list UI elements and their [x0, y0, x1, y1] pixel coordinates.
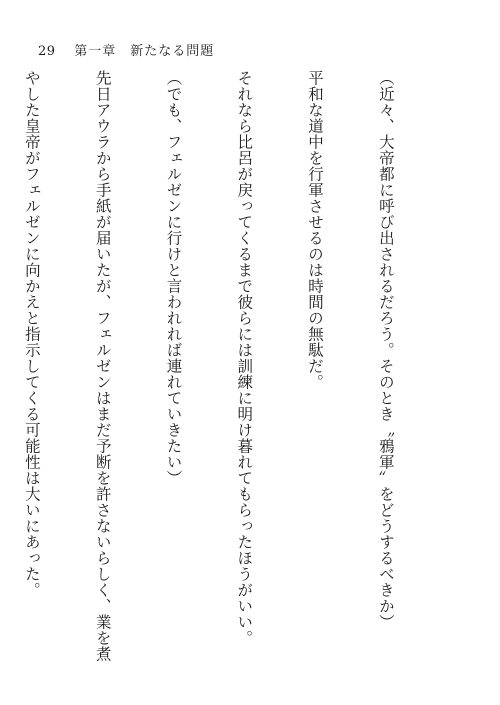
text-line: やした皇帝がフェルゼンに向かえと指示してくる可能性は大いにあった。	[22, 70, 41, 598]
running-header	[38, 40, 214, 59]
text-line: 先日アウラから手紙が届いたが、フェルゼンはまだ予断を許さないらしく、業を煮	[93, 70, 112, 662]
page-number: 29	[38, 44, 56, 59]
chapter-title: 第一章 新たなる問題	[74, 44, 215, 59]
vertical-body-text	[0, 70, 444, 670]
text-line: （近々、大帝都に呼び出されるだろう。そのとき〝鴉軍〟をどうするべきか）	[376, 70, 395, 630]
text-line: 平和な道中を行軍させるのは時間の無駄だ。	[306, 70, 325, 390]
text-line: それなら比呂が戻ってくるまで彼らには訓練に明け暮れてもらったほうがいい。	[235, 70, 254, 646]
text-line: （でも、フェルゼンに行けと言われれば連れていきたい）	[164, 70, 183, 486]
